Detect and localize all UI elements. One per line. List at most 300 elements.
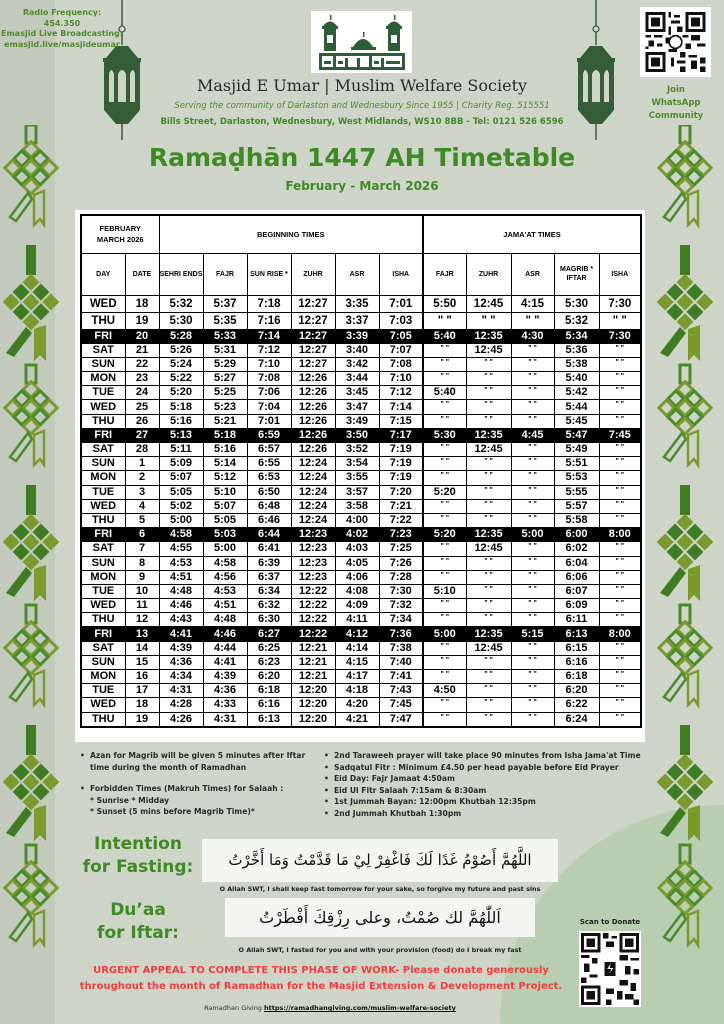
iftar-label-line-1: Du’aa [110, 900, 166, 920]
cell-j-fajr: " " [423, 513, 466, 527]
intention-label-line-2: for Fasting: [82, 857, 194, 877]
cell-zuhr: 12:22 [291, 627, 335, 641]
cell-date: 15 [125, 655, 159, 669]
cell-j-zuhr: " " [466, 414, 511, 428]
cell-sehri: 4:34 [159, 670, 203, 684]
ramadhan-giving [100, 1004, 560, 1012]
cell-sehri: 4:41 [159, 627, 203, 641]
month-label-february: FEBRUARY [99, 224, 141, 234]
cell-j-isha: " " [599, 499, 641, 513]
cell-isha: 7:17 [379, 428, 423, 442]
cell-sunrise: 6:23 [247, 655, 291, 669]
cell-j-isha: " " [599, 584, 641, 598]
cell-fajr: 5:10 [203, 485, 247, 499]
cell-j-isha: " " [599, 513, 641, 527]
qr-code-icon [581, 933, 639, 1005]
cell-sehri: 4:39 [159, 641, 203, 655]
cell-j-fajr: " " [423, 542, 466, 556]
cell-j-magrib: 6:02 [554, 542, 599, 556]
join-label: Join [667, 85, 685, 95]
masjid-logo [311, 11, 412, 73]
cell-j-fajr: 5:20 [423, 528, 466, 542]
cell-j-zuhr: 12:35 [466, 329, 511, 343]
cell-sehri: 5:02 [159, 499, 203, 513]
cell-day: WED [81, 400, 125, 414]
cell-fajr: 5:23 [203, 400, 247, 414]
cell-sehri: 4:43 [159, 613, 203, 627]
cell-j-asr: " " [511, 400, 554, 414]
table-row [81, 485, 641, 499]
cell-zuhr: 12:26 [291, 428, 335, 442]
cell-j-fajr: " " [423, 499, 466, 513]
note-azan [78, 750, 318, 773]
cell-asr: 4:15 [335, 655, 379, 669]
cell-j-asr: 4:15 [511, 295, 554, 312]
cell-day: SUN [81, 457, 125, 471]
cell-sunrise: 6:55 [247, 457, 291, 471]
cell-date: 22 [125, 357, 159, 371]
cell-j-isha: " " [599, 556, 641, 570]
cell-isha: 7:26 [379, 556, 423, 570]
cell-asr: 3:47 [335, 400, 379, 414]
cell-isha: 7:14 [379, 400, 423, 414]
cell-sehri: 5:24 [159, 357, 203, 371]
cell-isha: 7:12 [379, 386, 423, 400]
cell-j-zuhr: " " [466, 570, 511, 584]
cell-day: SAT [81, 641, 125, 655]
cell-isha: 7:22 [379, 513, 423, 527]
cell-zuhr: 12:23 [291, 570, 335, 584]
cell-sehri: 4:51 [159, 570, 203, 584]
cell-asr: 4:02 [335, 528, 379, 542]
cell-j-zuhr: " " [466, 386, 511, 400]
cell-sehri: 5:26 [159, 343, 203, 357]
cell-zuhr: 12:24 [291, 499, 335, 513]
cell-j-fajr: 5:50 [423, 295, 466, 312]
table-row [81, 329, 641, 343]
cell-fajr: 4:51 [203, 599, 247, 613]
cell-zuhr: 12:24 [291, 471, 335, 485]
cell-fajr: 5:18 [203, 428, 247, 442]
intention-label-line-1: Intention [94, 834, 182, 854]
note-item: • Sadqatul Fitr : Minimum £4.50 per head payable before Eid Prayer [322, 762, 662, 774]
note-forbidden-line-2: * Sunrise * Midday [90, 795, 170, 805]
col-sunrise-header: SUN RISE * [247, 253, 291, 295]
cell-j-fajr: " " [423, 471, 466, 485]
cell-j-zuhr: " " [466, 372, 511, 386]
cell-asr: 4:05 [335, 556, 379, 570]
cell-j-magrib: 5:30 [554, 295, 599, 312]
cell-sunrise: 7:16 [247, 312, 291, 329]
cell-j-asr: " " [511, 684, 554, 698]
cell-j-zuhr: " " [466, 584, 511, 598]
cell-day: MON [81, 570, 125, 584]
cell-fajr: 4:46 [203, 627, 247, 641]
cell-date: 3 [125, 485, 159, 499]
cell-j-asr: " " [511, 372, 554, 386]
cell-isha: 7:08 [379, 357, 423, 371]
table-row [81, 499, 641, 513]
cell-j-zuhr: 12:45 [466, 443, 511, 457]
cell-date: 14 [125, 641, 159, 655]
cell-fajr: 5:25 [203, 386, 247, 400]
cell-fajr: 5:14 [203, 457, 247, 471]
table-row [81, 627, 641, 641]
cell-j-fajr: " " [423, 414, 466, 428]
cell-zuhr: 12:21 [291, 655, 335, 669]
cell-zuhr: 12:21 [291, 641, 335, 655]
cell-sehri: 4:28 [159, 698, 203, 712]
cell-j-asr: " " [511, 542, 554, 556]
note-forbidden-line-1: • Forbidden Times (Makruh Times) for Salaah : [90, 784, 284, 793]
cell-date: 9 [125, 570, 159, 584]
col-sehri-header: SEHRI ENDS [159, 253, 203, 295]
cell-sehri: 5:18 [159, 400, 203, 414]
cell-fajr: 5:03 [203, 528, 247, 542]
cell-j-isha: 8:00 [599, 627, 641, 641]
col-jamaat-zuhr-header: ZUHR [466, 253, 511, 295]
cell-date: 18 [125, 698, 159, 712]
cell-zuhr: 12:26 [291, 414, 335, 428]
cell-j-magrib: 5:51 [554, 457, 599, 471]
cell-j-zuhr: " " [466, 613, 511, 627]
whatsapp-label: WhatsApp [651, 98, 701, 108]
cell-date: 18 [125, 295, 159, 312]
cell-fajr: 4:53 [203, 584, 247, 598]
col-isha-header: ISHA [379, 253, 423, 295]
cell-date: 6 [125, 528, 159, 542]
cell-sunrise: 6:20 [247, 670, 291, 684]
tagline: Serving the community of Darlaston and Wednesbury Since 1955 | Charity Reg. 515551 [174, 101, 550, 111]
cell-sehri: 5:32 [159, 295, 203, 312]
notes-left [78, 750, 318, 818]
cell-j-magrib: 6:09 [554, 599, 599, 613]
cell-j-zuhr: 12:35 [466, 528, 511, 542]
cell-j-asr: 5:15 [511, 627, 554, 641]
cell-zuhr: 12:21 [291, 670, 335, 684]
cell-fajr: 4:58 [203, 556, 247, 570]
cell-j-magrib: 6:18 [554, 670, 599, 684]
cell-j-asr: 4:30 [511, 329, 554, 343]
cell-date: 7 [125, 542, 159, 556]
cell-j-zuhr: " " [466, 698, 511, 712]
cell-j-fajr: " " [423, 641, 466, 655]
radio-info [0, 8, 124, 50]
cell-date: 25 [125, 400, 159, 414]
cell-isha: 7:20 [379, 485, 423, 499]
cell-j-isha: 8:00 [599, 528, 641, 542]
cell-j-fajr: " " [423, 655, 466, 669]
giving-link[interactable]: https://ramadhangiving.com/muslim-welfare-society [264, 1004, 456, 1012]
appeal-line-1: URGENT APPEAL TO COMPLETE THIS PHASE OF WORK- Please donate generously [93, 965, 549, 976]
cell-j-isha: " " [599, 400, 641, 414]
cell-j-magrib: 6:16 [554, 655, 599, 669]
cell-j-isha: " " [599, 485, 641, 499]
cell-j-asr: " " [511, 312, 554, 329]
cell-sehri: 5:00 [159, 513, 203, 527]
cell-j-magrib: 6:20 [554, 684, 599, 698]
cell-asr: 3:57 [335, 485, 379, 499]
cell-zuhr: 12:23 [291, 556, 335, 570]
cell-j-magrib: 6:24 [554, 712, 599, 727]
cell-asr: 3:39 [335, 329, 379, 343]
cell-sehri: 5:30 [159, 312, 203, 329]
cell-sehri: 4:36 [159, 655, 203, 669]
cell-j-magrib: 6:04 [554, 556, 599, 570]
cell-j-magrib: 5:34 [554, 329, 599, 343]
cell-j-zuhr: 12:45 [466, 542, 511, 556]
cell-j-magrib: 5:47 [554, 428, 599, 442]
appeal-line-2: throughout the month of Ramadhan for the Masjid Extension & Development Project. [79, 981, 563, 992]
iftar-dua-arabic: اَللّٰهُمَّ لك صُمْتُ، وعلى رِزْقِكَ أَفْطَرْتُ [225, 898, 535, 937]
cell-sehri: 4:53 [159, 556, 203, 570]
cell-isha: 7:07 [379, 343, 423, 357]
cell-isha: 7:38 [379, 641, 423, 655]
cell-j-magrib: 5:57 [554, 499, 599, 513]
cell-j-magrib: 5:42 [554, 386, 599, 400]
col-jamaat-magrib-header: MAGRIB * IFTAR [554, 253, 599, 295]
cell-asr: 4:06 [335, 570, 379, 584]
cell-j-asr: " " [511, 443, 554, 457]
cell-asr: 4:03 [335, 542, 379, 556]
cell-j-asr: " " [511, 670, 554, 684]
cell-date: 26 [125, 414, 159, 428]
cell-asr: 4:20 [335, 698, 379, 712]
cell-isha: 7:10 [379, 372, 423, 386]
col-fajr-header: FAJR [203, 253, 247, 295]
cell-day: FRI [81, 329, 125, 343]
cell-day: SAT [81, 443, 125, 457]
table-row [81, 684, 641, 698]
cell-j-magrib: 6:15 [554, 641, 599, 655]
cell-zuhr: 12:24 [291, 513, 335, 527]
month-label-march: MARCH 2026 [96, 235, 144, 245]
month-header [81, 215, 159, 253]
cell-j-fajr: 5:30 [423, 428, 466, 442]
cell-j-isha: " " [599, 443, 641, 457]
cell-day: WED [81, 698, 125, 712]
cell-asr: 3:42 [335, 357, 379, 371]
table-row [81, 670, 641, 684]
cell-sunrise: 7:08 [247, 372, 291, 386]
cell-fajr: 5:12 [203, 471, 247, 485]
cell-sunrise: 7:14 [247, 329, 291, 343]
cell-j-asr: " " [511, 414, 554, 428]
cell-j-zuhr: " " [466, 599, 511, 613]
cell-sunrise: 7:12 [247, 343, 291, 357]
cell-date: 2 [125, 471, 159, 485]
live-broadcast-label: Emasjid Live Broadcasting: [1, 29, 123, 38]
cell-asr: 3:44 [335, 372, 379, 386]
table-row [81, 556, 641, 570]
cell-sunrise: 6:48 [247, 499, 291, 513]
cell-asr: 4:00 [335, 513, 379, 527]
table-row [81, 599, 641, 613]
cell-j-asr: " " [511, 570, 554, 584]
cell-day: MON [81, 471, 125, 485]
cell-day: FRI [81, 528, 125, 542]
cell-sunrise: 6:57 [247, 443, 291, 457]
prayer-timetable [80, 214, 642, 728]
cell-isha: 7:34 [379, 613, 423, 627]
cell-isha: 7:19 [379, 443, 423, 457]
table-row [81, 641, 641, 655]
cell-day: THU [81, 312, 125, 329]
cell-zuhr: 12:27 [291, 312, 335, 329]
cell-day: WED [81, 599, 125, 613]
radio-frequency-value: 454.350 [43, 18, 81, 28]
intention-dua-translation: O Allah SWT, I shall keep fast tomorrow for your sake, so forgive my future and past sins [219, 885, 541, 893]
giving-label: Ramadhan Giving [204, 1004, 262, 1012]
cell-j-zuhr: " " [466, 312, 511, 329]
cell-sehri: 5:07 [159, 471, 203, 485]
col-asr-header: ASR [335, 253, 379, 295]
note-forbidden-times [78, 783, 318, 818]
cell-isha: 7:15 [379, 414, 423, 428]
cell-date: 13 [125, 627, 159, 641]
cell-isha: 7:28 [379, 570, 423, 584]
cell-asr: 4:14 [335, 641, 379, 655]
cell-day: TUE [81, 386, 125, 400]
note-item: • Eid Ul Fitr Salaah 7:15am & 8:30am [322, 785, 662, 797]
whatsapp-qr-code[interactable] [640, 7, 711, 77]
table-row [81, 655, 641, 669]
cell-j-asr: " " [511, 499, 554, 513]
join-whatsapp-text[interactable] [634, 84, 718, 123]
cell-j-magrib: 5:36 [554, 343, 599, 357]
cell-j-fajr: " " [423, 599, 466, 613]
cell-j-asr: " " [511, 386, 554, 400]
table-row [81, 295, 641, 312]
cell-zuhr: 12:27 [291, 343, 335, 357]
cell-j-asr: 4:45 [511, 428, 554, 442]
cell-sunrise: 7:06 [247, 386, 291, 400]
cell-fajr: 5:31 [203, 343, 247, 357]
cell-sehri: 4:48 [159, 584, 203, 598]
cell-j-magrib: 5:40 [554, 372, 599, 386]
note-item: • Eid Day: Fajr Jamaat 4:50am [322, 773, 662, 785]
table-row [81, 712, 641, 727]
cell-sunrise: 6:59 [247, 428, 291, 442]
cell-day: TUE [81, 485, 125, 499]
cell-sunrise: 6:41 [247, 542, 291, 556]
cell-j-fajr: 5:10 [423, 584, 466, 598]
cell-j-magrib: 6:00 [554, 528, 599, 542]
cell-asr: 3:58 [335, 499, 379, 513]
table-row [81, 443, 641, 457]
cell-day: WED [81, 499, 125, 513]
cell-j-isha: " " [599, 414, 641, 428]
cell-zuhr: 12:23 [291, 542, 335, 556]
radio-frequency-label: Radio Frequency: [22, 8, 102, 17]
cell-date: 17 [125, 684, 159, 698]
cell-j-zuhr: " " [466, 712, 511, 727]
note-item: • 1st Jummah Bayan: 12:00pm Khutbah 12:35pm [322, 796, 662, 808]
table-row [81, 386, 641, 400]
cell-asr: 4:18 [335, 684, 379, 698]
cell-j-isha: " " [599, 312, 641, 329]
cell-j-isha: " " [599, 542, 641, 556]
cell-j-magrib: 5:58 [554, 513, 599, 527]
cell-j-isha: " " [599, 457, 641, 471]
cell-j-fajr: 5:20 [423, 485, 466, 499]
cell-fajr: 4:39 [203, 670, 247, 684]
jamaat-times-header: JAMA'AT TIMES [423, 215, 641, 253]
col-day-header: DAY [81, 253, 125, 295]
cell-j-fajr: 5:00 [423, 627, 466, 641]
cell-j-fajr: " " [423, 357, 466, 371]
table-row [81, 613, 641, 627]
table-row [81, 312, 641, 329]
cell-sehri: 5:20 [159, 386, 203, 400]
beginning-times-header: BEGINNING TIMES [159, 215, 423, 253]
cell-fajr: 5:33 [203, 329, 247, 343]
cell-j-isha: " " [599, 698, 641, 712]
cell-date: 12 [125, 613, 159, 627]
cell-sunrise: 6:25 [247, 641, 291, 655]
cell-asr: 3:40 [335, 343, 379, 357]
cell-j-zuhr: 12:45 [466, 343, 511, 357]
cell-asr: 4:09 [335, 599, 379, 613]
cell-sunrise: 6:44 [247, 528, 291, 542]
cell-day: SAT [81, 542, 125, 556]
cell-j-magrib: 6:13 [554, 627, 599, 641]
cell-day: THU [81, 513, 125, 527]
cell-j-isha: " " [599, 471, 641, 485]
cell-sunrise: 6:27 [247, 627, 291, 641]
cell-zuhr: 12:26 [291, 372, 335, 386]
cell-j-magrib: 6:06 [554, 570, 599, 584]
cell-j-zuhr: " " [466, 684, 511, 698]
timetable-container [75, 210, 645, 742]
cell-sunrise: 7:10 [247, 357, 291, 371]
cell-j-magrib: 5:55 [554, 485, 599, 499]
table-row [81, 584, 641, 598]
cell-j-zuhr: 12:45 [466, 295, 511, 312]
cell-j-asr: " " [511, 655, 554, 669]
cell-j-isha: " " [599, 570, 641, 584]
cell-j-isha: " " [599, 599, 641, 613]
live-broadcast-link[interactable]: emasjid.live/masjideumar [4, 39, 120, 49]
cell-fajr: 4:44 [203, 641, 247, 655]
cell-sunrise: 6:39 [247, 556, 291, 570]
cell-day: TUE [81, 684, 125, 698]
cell-zuhr: 12:27 [291, 295, 335, 312]
cell-j-fajr: " " [423, 372, 466, 386]
cell-day: TUE [81, 584, 125, 598]
donate-qr-code[interactable] [579, 931, 641, 1007]
cell-zuhr: 12:23 [291, 528, 335, 542]
cell-j-isha: " " [599, 670, 641, 684]
urgent-appeal [66, 963, 576, 995]
cell-isha: 7:41 [379, 670, 423, 684]
cell-j-asr: " " [511, 599, 554, 613]
cell-date: 28 [125, 443, 159, 457]
cell-asr: 3:35 [335, 295, 379, 312]
cell-date: 5 [125, 513, 159, 527]
cell-fajr: 5:27 [203, 372, 247, 386]
cell-asr: 4:12 [335, 627, 379, 641]
cell-day: THU [81, 613, 125, 627]
cell-j-isha: 7:45 [599, 428, 641, 442]
cell-date: 4 [125, 499, 159, 513]
col-date-header: DATE [125, 253, 159, 295]
table-row [81, 400, 641, 414]
table-row [81, 528, 641, 542]
cell-j-isha: " " [599, 613, 641, 627]
cell-isha: 7:47 [379, 712, 423, 727]
cell-zuhr: 12:22 [291, 584, 335, 598]
